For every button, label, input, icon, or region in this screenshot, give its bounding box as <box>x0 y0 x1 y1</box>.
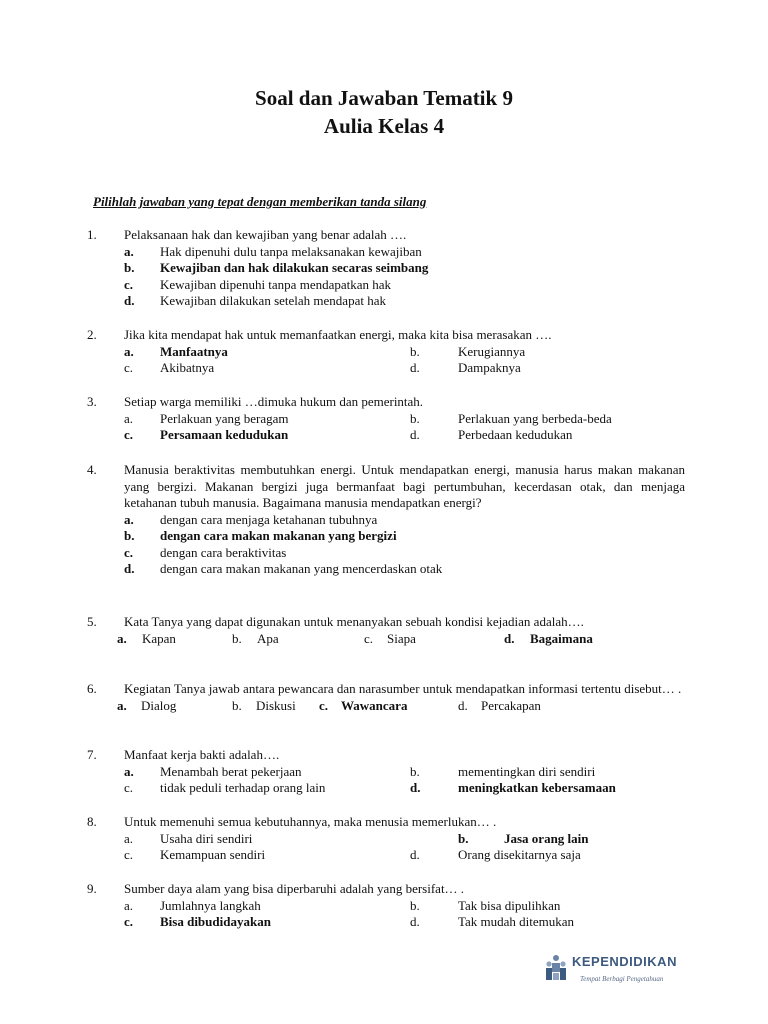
option-a: a. dengan cara menjaga ketahanan tubuhnya <box>124 511 378 527</box>
option-a-text: Jumlahnya langkah <box>160 897 261 913</box>
option-row <box>87 764 685 781</box>
question-text: Manfaat kerja bakti adalah…. <box>124 747 280 762</box>
question-1 <box>87 227 685 310</box>
option-c-text: Persamaan kedudukan <box>160 427 289 442</box>
option-c-text: Wawancara <box>341 697 408 713</box>
option-row <box>87 631 685 648</box>
question-6 <box>87 681 685 714</box>
option-row <box>87 360 685 377</box>
page-title <box>0 84 768 140</box>
option-c: c. Kewajiban dipenuhi tanpa mendapatkan hak <box>124 276 392 292</box>
option-d-label: d. <box>504 630 515 646</box>
option-a-label: a. <box>117 630 127 646</box>
option-a-label: a. <box>117 697 127 713</box>
option-d-label: d. <box>410 914 420 929</box>
option-b: b. dengan cara makan makanan yang bergizi <box>124 528 397 543</box>
logo-tagline: Tempat Berbagi Pengetahuan <box>580 975 664 983</box>
question-number: 1. <box>87 227 97 242</box>
option-a-text: Perlakuan yang beragam <box>160 410 289 426</box>
question-number: 4. <box>87 462 97 477</box>
option-d-label: d. <box>410 360 420 375</box>
option-b-label: b. <box>232 630 242 646</box>
option-row <box>87 914 685 931</box>
question-text: Manusia beraktivitas membutuhkan energi. Untuk mendapatkan energi, manusia harus makan makanan yang bergizi. Makanan bergizi juga bermanfaat bagi pertumbuhan, kecerdasan otak, dan menjaga ketahanan tubuh manusia. Bagaimana manusia mendapatkan energi? <box>124 462 685 510</box>
question-text: Kegiatan Tanya jawab antara pewancara dan narasumber untuk mendapatkan informasi tertentu disebut… . <box>124 681 682 696</box>
option-a-label: a. <box>124 343 134 359</box>
option-b: b. Kewajiban dan hak dilakukan secaras seimbang <box>124 260 429 275</box>
logo-name: KEPENDIDIKAN <box>572 954 677 969</box>
question-number: 5. <box>87 614 97 629</box>
question-text: Pelaksanaan hak dan kewajiban yang benar adalah …. <box>124 227 407 242</box>
option-d-label: d. <box>410 780 421 795</box>
question-number: 8. <box>87 814 97 829</box>
option-row <box>87 831 685 848</box>
option-c-label: c. <box>124 847 134 862</box>
option-d-text: Bagaimana <box>530 630 593 646</box>
question-5 <box>87 614 685 647</box>
question-text: Untuk memenuhi semua kebutuhannya, maka menusia memerlukan… . <box>124 814 497 829</box>
option-c-label: c. <box>319 697 329 713</box>
option-row <box>87 344 685 361</box>
option-b-text: Perlakuan yang berbeda-beda <box>458 410 612 426</box>
option-row <box>87 898 685 915</box>
question-number: 7. <box>87 747 97 762</box>
question-7 <box>87 747 685 797</box>
option-a-text: Menambah berat pekerjaan <box>160 763 302 779</box>
option-row <box>87 847 685 864</box>
option-row <box>87 427 685 444</box>
kependidikan-logo <box>544 952 694 986</box>
option-c-label: c. <box>364 630 374 646</box>
question-9 <box>87 881 685 931</box>
question-text: Setiap warga memiliki …dimuka hukum dan pemerintah. <box>124 394 424 409</box>
option-b-text: Diskusi <box>256 697 296 713</box>
question-2 <box>87 327 685 377</box>
option-b-label: b. <box>410 897 420 913</box>
instruction: Pilihlah jawaban yang tepat dengan memberikan tanda silang <box>93 194 427 209</box>
option-b-text: Apa <box>257 630 279 646</box>
option-a-text: Dialog <box>141 697 177 713</box>
option-d-label: d. <box>458 697 468 713</box>
option-b-label: b. <box>458 830 469 846</box>
option-d-text: Perbedaan kedudukan <box>458 427 573 442</box>
title-line-1: Soal dan Jawaban Tematik 9 <box>255 86 513 110</box>
question-8 <box>87 814 685 864</box>
option-a-text: Manfaatnya <box>160 343 228 359</box>
option-d-text: meningkatkan kebersamaan <box>458 780 616 795</box>
option-d-label: d. <box>410 427 420 442</box>
option-a-label: a. <box>124 830 134 846</box>
option-a-text: Kapan <box>142 630 176 646</box>
option-c-text: Bisa dibudidayakan <box>160 914 271 929</box>
option-b-text: mementingkan diri sendiri <box>458 763 596 779</box>
option-b-label: b. <box>232 697 242 713</box>
option-row <box>87 780 685 797</box>
option-c-label: c. <box>124 914 134 929</box>
option-d-text: Orang disekitarnya saja <box>458 847 581 862</box>
title-line-2: Aulia Kelas 4 <box>323 114 445 138</box>
question-number: 6. <box>87 681 97 696</box>
option-c-label: c. <box>124 360 134 375</box>
option-c-label: c. <box>124 427 134 442</box>
option-row <box>87 698 685 715</box>
question-3 <box>87 394 685 444</box>
option-d: d. Kewajiban dilakukan setelah mendapat hak <box>124 293 386 308</box>
option-b-label: b. <box>410 343 420 359</box>
option-b-label: b. <box>410 763 420 779</box>
option-a-label: a. <box>124 410 134 426</box>
option-b-text: Jasa orang lain <box>504 830 589 846</box>
option-d-text: Percakapan <box>481 697 541 713</box>
question-4 <box>87 462 685 578</box>
option-c-label: c. <box>124 780 134 795</box>
people-icon <box>544 954 568 982</box>
option-d-text: Dampaknya <box>458 360 521 375</box>
option-c: c. dengan cara beraktivitas <box>124 544 287 560</box>
option-a: a. Hak dipenuhi dulu tanpa melaksanakan kewajiban <box>124 243 422 259</box>
question-text: Sumber daya alam yang bisa diperbaruhi adalah yang bersifat… . <box>124 881 465 896</box>
question-number: 2. <box>87 327 97 342</box>
option-c-text: Akibatnya <box>160 360 215 375</box>
question-text: Jika kita mendapat hak untuk memanfaatkan energi, maka kita bisa merasakan …. <box>124 327 552 342</box>
question-number: 9. <box>87 881 97 896</box>
option-a-label: a. <box>124 897 134 913</box>
option-a-label: a. <box>124 763 134 779</box>
option-d-text: Tak mudah ditemukan <box>458 914 575 929</box>
option-a-text: Usaha diri sendiri <box>160 830 253 846</box>
option-b-text: Kerugiannya <box>458 343 526 359</box>
option-c-text: Siapa <box>387 630 416 646</box>
option-c-text: Kemampuan sendiri <box>160 847 266 862</box>
option-row <box>87 411 685 428</box>
question-text: Kata Tanya yang dapat digunakan untuk menanyakan sebuah kondisi kejadian adalah…. <box>124 614 584 629</box>
option-b-text: Tak bisa dipulihkan <box>458 897 561 913</box>
option-d-label: d. <box>410 847 420 862</box>
option-d: d. dengan cara makan makanan yang mencerdaskan otak <box>124 561 443 576</box>
option-c-text: tidak peduli terhadap orang lain <box>160 780 326 795</box>
option-b-label: b. <box>410 410 420 426</box>
question-number: 3. <box>87 394 97 409</box>
